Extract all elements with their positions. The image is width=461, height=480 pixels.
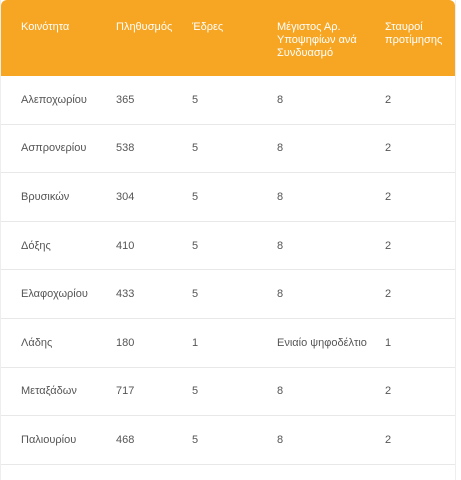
cell-seats: 5 <box>192 433 199 446</box>
table-row <box>1 125 455 174</box>
table-row <box>1 416 455 465</box>
table-row <box>1 76 455 125</box>
cell-max-candidates: Ενιαίο ψηφοδέλτιο <box>277 336 367 349</box>
cell-preference-votes: 2 <box>385 239 392 252</box>
cell-seats: 5 <box>192 239 199 252</box>
cell-seats: 1 <box>192 336 199 349</box>
table-row <box>1 270 455 319</box>
cell-population: 538 <box>116 142 135 155</box>
cell-population: 410 <box>116 239 135 252</box>
cell-community: Λάδης <box>21 336 53 349</box>
cell-preference-votes: 2 <box>385 288 392 301</box>
cell-population: 304 <box>116 190 135 203</box>
cell-population: 717 <box>116 385 135 398</box>
cell-max-candidates: 8 <box>277 433 284 446</box>
cell-seats: 5 <box>192 142 199 155</box>
table-row <box>1 319 455 368</box>
header-seats: Έδρες <box>192 21 224 33</box>
cell-seats: 5 <box>192 385 199 398</box>
cell-community: Μεταξάδων <box>21 385 77 398</box>
table-header <box>1 0 455 76</box>
cell-community: Ασπρονερίου <box>21 142 87 155</box>
header-population: Πληθυσμός <box>116 21 173 33</box>
cell-seats: 5 <box>192 190 199 203</box>
table-row <box>1 368 455 417</box>
cell-community: Αλεποχωρίου <box>21 93 87 106</box>
cell-community: Ελαφοχωρίου <box>21 288 88 301</box>
header-community: Κοινότητα <box>21 21 70 33</box>
cell-max-candidates: 8 <box>277 93 284 106</box>
cell-preference-votes: 2 <box>385 142 392 155</box>
cell-preference-votes: 2 <box>385 385 392 398</box>
cell-population: 433 <box>116 288 135 301</box>
cell-community: Δόξης <box>21 239 51 252</box>
cell-max-candidates: 8 <box>277 190 284 203</box>
cell-seats: 5 <box>192 93 199 106</box>
cell-preference-votes: 2 <box>385 93 392 106</box>
table-row <box>1 173 455 222</box>
cell-max-candidates: 8 <box>277 288 284 301</box>
cell-population: 365 <box>116 93 135 106</box>
cell-preference-votes: 1 <box>385 336 392 349</box>
cell-max-candidates: 8 <box>277 239 284 252</box>
cell-preference-votes: 2 <box>385 433 392 446</box>
header-preference-votes: Σταυροί προτίμησης <box>385 21 443 46</box>
cell-max-candidates: 8 <box>277 385 284 398</box>
cell-seats: 5 <box>192 288 199 301</box>
cell-community: Παλιουρίου <box>21 433 77 446</box>
cell-population: 180 <box>116 336 135 349</box>
table-row <box>1 222 455 271</box>
header-max-candidates: Μέγιστος Αρ. Υποψηφίων ανά Συνδυασμό <box>277 21 357 59</box>
cell-max-candidates: 8 <box>277 142 284 155</box>
cell-population: 468 <box>116 433 135 446</box>
cell-preference-votes: 2 <box>385 190 392 203</box>
cell-community: Βρυσικών <box>21 190 70 203</box>
